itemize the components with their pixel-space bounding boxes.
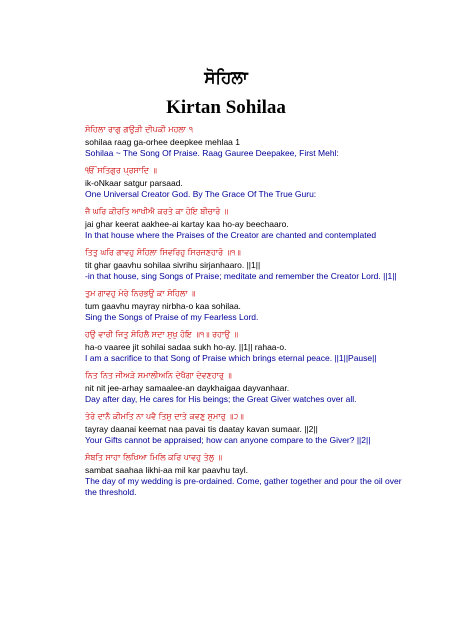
verse-gurmukhi: ੴ ਸਤਿਗੁਰ ਪ੍ਰਸਾਦਿ ॥ (85, 166, 157, 175)
verse-transliteration: tum gaavhu mayray nirbha-o kaa sohilaa. (85, 301, 241, 311)
verse-gurmukhi: ਜੈ ਘਰਿ ਕੀਰਤਿ ਆਖੀਐ ਕਰਤੇ ਕਾ ਹੋਇ ਬੀਚਾਰੋ ॥ (85, 207, 229, 216)
verse (85, 452, 415, 498)
verse-gurmukhi: ਤੁਮ ਗਾਵਹੁ ਮੇਰੇ ਨਿਰਭਉ ਕਾ ਸੋਹਿਲਾ ॥ (85, 289, 196, 298)
page-title: Kirtan Sohilaa (166, 97, 286, 118)
verse-gurmukhi: ਸੋਹਿਲਾ ਰਾਗੁ ਗਉੜੀ ਦੀਪਕੀ ਮਹਲਾ ੧ (85, 125, 193, 134)
verse-translation: I am a sacrifice to that Song of Praise which brings eternal peace. ||1||Pause|| (85, 353, 377, 363)
verse-translation: Sohilaa ~ The Song Of Praise. Raag Gauree Deepakee, First Mehl: (85, 148, 339, 158)
title-gurmukhi: ਸੋਹਿਲਾ (204, 68, 248, 88)
verse-gurmukhi: ਸੰਬਤਿ ਸਾਹਾ ਲਿਖਿਆ ਮਿਲਿ ਕਰਿ ਪਾਵਹੁ ਤੇਲੁ ॥ (85, 453, 223, 462)
verse-translation: The day of my wedding is pre-ordained. Come, gather together and pour the oil over the threshold. (85, 476, 402, 497)
verse-gurmukhi: ਤਿਤੁ ਘਰਿ ਗਾਵਹੁ ਸੋਹਿਲਾ ਸਿਵਰਿਹੁ ਸਿਰਜਣਹਾਰੋ ॥੧॥ (85, 248, 241, 257)
verse-gurmukhi: ਹਉ ਵਾਰੀ ਜਿਤੁ ਸੋਹਿਲੈ ਸਦਾ ਸੁਖੁ ਹੋਇ ॥੧॥ ਰਹਾਉ ॥ (85, 330, 239, 339)
verse-transliteration: tit ghar gaavhu sohilaa sivrihu sirjanhaaro. ||1|| (85, 260, 261, 270)
verse (85, 165, 415, 200)
verse-translation: In that house where the Praises of the Creator are chanted and contemplated (85, 230, 377, 240)
verse-transliteration: ik-oNkaar satgur parsaad. (85, 178, 183, 188)
verse-translation: Day after day, He cares for His beings; the Great Giver watches over all. (85, 394, 357, 404)
verse-transliteration: sambat saahaa likhi-aa mil kar paavhu tayl. (85, 465, 248, 475)
verse (85, 411, 415, 446)
verse-transliteration: tayray daanai keemat naa pavai tis daatay kavan sumaar. ||2|| (85, 424, 318, 434)
verse (85, 329, 415, 364)
verse-translation: Your Gifts cannot be appraised; how can anyone compare to the Giver? ||2|| (85, 435, 371, 445)
verse (85, 206, 415, 241)
verse-list (85, 124, 415, 504)
verse-transliteration: ha-o vaaree jit sohilai sadaa sukh ho-ay. ||1|| rahaa-o. (85, 342, 287, 352)
verse-gurmukhi: ਤੇਰੇ ਦਾਨੈ ਕੀਮਤਿ ਨਾ ਪਵੈ ਤਿਸੁ ਦਾਤੇ ਕਵਣੁ ਸੁਮਾਰੁ ॥੨॥ (85, 412, 244, 421)
verse (85, 124, 415, 159)
verse (85, 288, 415, 323)
verse-transliteration: sohilaa raag ga-orhee deepkee mehlaa 1 (85, 137, 241, 147)
verse (85, 247, 415, 282)
verse (85, 370, 415, 405)
verse-transliteration: jai ghar keerat aakhee-ai kartay kaa ho-ay beechaaro. (85, 219, 289, 229)
verse-translation: Sing the Songs of Praise of my Fearless Lord. (85, 312, 259, 322)
verse-transliteration: nit nit jee-arhay samaalee-an daykhaigaa dayvanhaar. (85, 383, 290, 393)
verse-gurmukhi: ਨਿਤ ਨਿਤ ਜੀਅੜੇ ਸਮਾਲੀਅਨਿ ਦੇਖੈਗਾ ਦੇਵਣਹਾਰੁ ॥ (85, 371, 232, 380)
verse-translation: -in that house, sing Songs of Praise; meditate and remember the Creator Lord. ||1|| (85, 271, 397, 281)
verse-translation: One Universal Creator God. By The Grace Of The True Guru: (85, 189, 317, 199)
